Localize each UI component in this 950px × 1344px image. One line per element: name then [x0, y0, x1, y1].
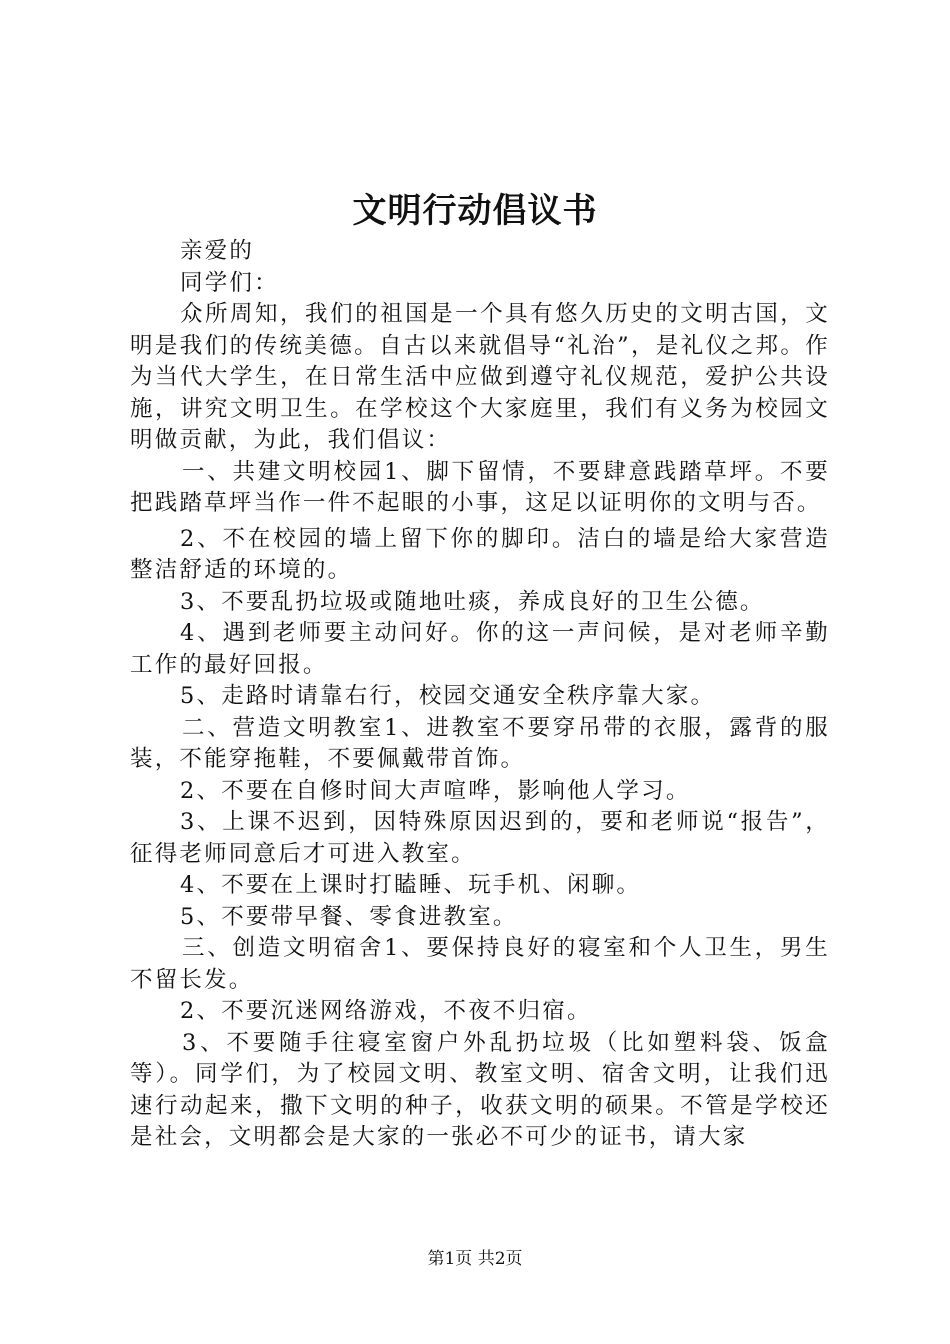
section-3-item-1: 三、创造文明宿舍1、要保持良好的寝室和个人卫生，男生不留长发。	[130, 935, 830, 993]
document-body	[130, 236, 830, 1154]
section-2-item-1: 二、营造文明教室1、进教室不要穿吊带的衣服，露背的服装，不能穿拖鞋，不要佩戴带首饰。	[130, 714, 830, 772]
section-1-item-5: 5、走路时请靠右行，校园交通安全秩序靠大家。	[180, 683, 716, 709]
document-title: 文明行动倡议书	[352, 191, 598, 231]
section-1-item-3: 3、不要乱扔垃圾或随地吐痰，养成良好的卫生公德。	[180, 588, 765, 615]
section-3-item-2: 2、不要沉迷网络游戏，不夜不归宿。	[180, 998, 592, 1024]
section-3-item-3: 3、不要随手往寝室窗户外乱扔垃圾（比如塑料袋、饭盒等）。同学们，为了校园文明、教室文明、宿舍文明，让我们迅速行动起来，撒下文明的种子，收获文明的硕果。不管是学校还是社会，文明都会是大家的一张必不可少的证书，请大家	[130, 1029, 830, 1150]
section-1-item-4: 4、遇到老师要主动问好。你的这一声问候，是对老师辛勤工作的最好回报。	[130, 620, 830, 678]
section-1-item-2: 2、不在校园的墙上留下你的脚印。洁白的墙是给大家营造整洁舒适的环境的。	[130, 525, 830, 583]
section-1-item-1: 一、共建文明校园1、脚下留情，不要肆意践踏草坪。不要把践踏草坪当作一件不起眼的小事，这足以证明你的文明与否。	[130, 458, 830, 516]
greeting-line-1: 亲爱的	[180, 238, 255, 264]
section-2-item-3: 3、上课不迟到，因特殊原因迟到的，要和老师说“报告”，征得老师同意后才可进入教室。	[130, 809, 830, 867]
page-number-footer: 第1页 共2页	[427, 1249, 523, 1269]
section-2-item-4: 4、不要在上课时打瞌睡、玩手机、闲聊。	[180, 872, 642, 898]
intro-paragraph: 众所周知，我们的祖国是一个具有悠久历史的文明古国，文明是我们的传统美德。自古以来就倡导“礼治”，是礼仪之邦。作为当代大学生，在日常生活中应做到遵守礼仪规范，爱护公共设施，讲究文明卫生。在学校这个大家庭里，我们有义务为校园文明做贡献，为此，我们倡议：	[130, 301, 830, 453]
greeting-line-2: 同学们：	[180, 269, 279, 296]
section-2-item-2: 2、不要在自修时间大声喧哗，影响他人学习。	[180, 777, 691, 804]
section-2-item-5: 5、不要带早餐、零食进教室。	[180, 903, 518, 930]
